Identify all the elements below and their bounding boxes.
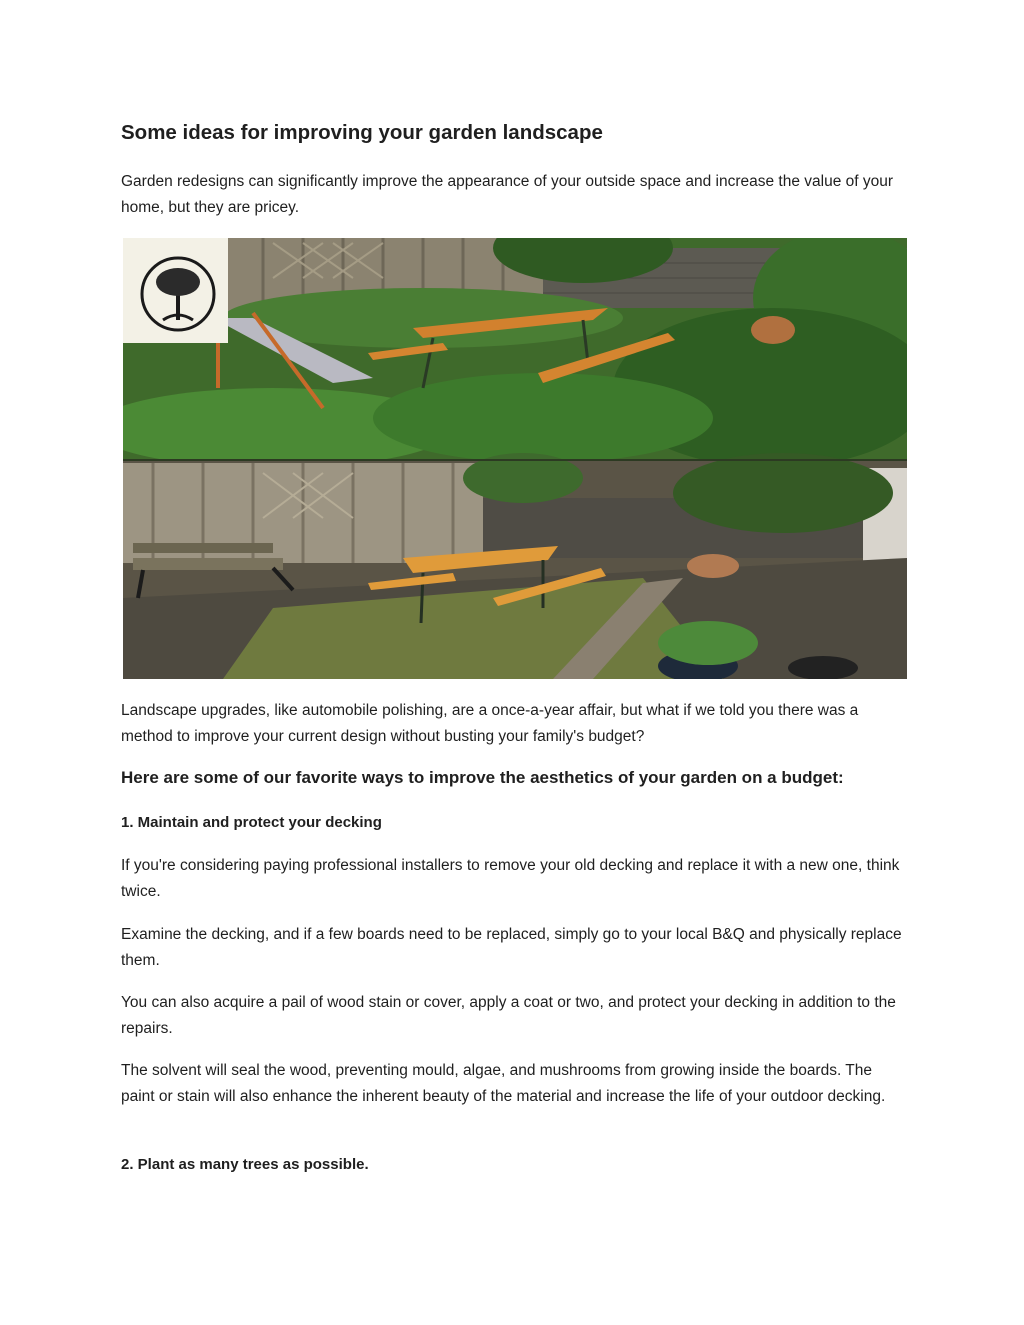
section2-heading: 2. Plant as many trees as possible. xyxy=(121,1156,369,1173)
page-title: Some ideas for improving your garden landscape xyxy=(121,121,603,144)
logo-badge xyxy=(123,238,228,343)
section1-paragraph-2: Examine the decking, and if a few boards need to be replaced, simply go to your local B&Q and physically replace them. xyxy=(121,926,902,969)
intro-paragraph: Garden redesigns can significantly improve the appearance of your outside space and increase the value of your home, but they are pricey. xyxy=(121,173,894,216)
section1-heading: 1. Maintain and protect your decking xyxy=(121,814,382,831)
section1-paragraph-3: You can also acquire a pail of wood stain or cover, apply a coat or two, and protect your decking in addition to the repairs. xyxy=(121,994,896,1037)
garden-photo xyxy=(123,238,907,679)
upgrades-paragraph: Landscape upgrades, like automobile polishing, are a once-a-year affair, but what if we told you there was a method to improve your current design without busting your family's budget? xyxy=(121,702,859,745)
section1-paragraph-4: The solvent will seal the wood, preventing mould, algae, and mushrooms from growing inside the boards. The paint or stain will also enhance the inherent beauty of the material and increase the life of your outdoor decking. xyxy=(121,1062,886,1105)
ways-heading: Here are some of our favorite ways to improve the aesthetics of your garden on a budget: xyxy=(121,768,844,787)
section1-paragraph-1: If you're considering paying professional installers to remove your old decking and replace it with a new one, think twice. xyxy=(121,857,900,900)
